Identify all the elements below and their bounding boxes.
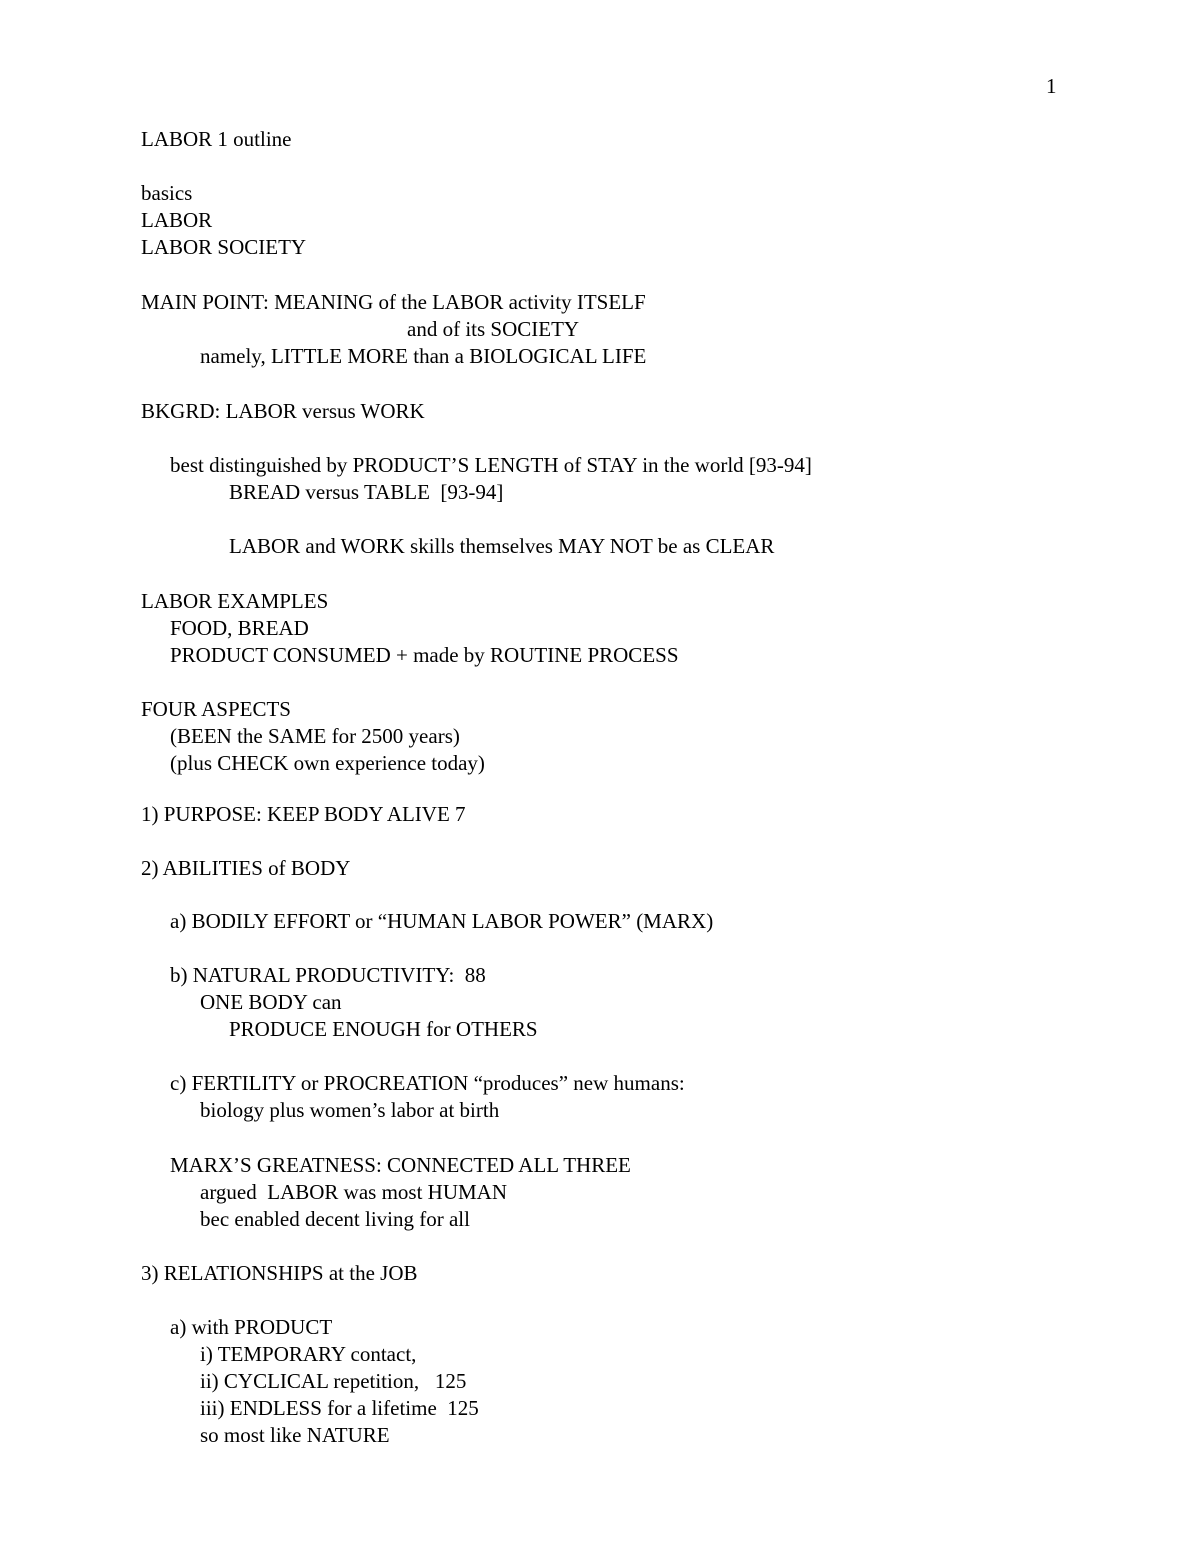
relationships-item: i) TEMPORARY contact,	[200, 1342, 417, 1366]
marx-greatness-line: argued LABOR was most HUMAN	[200, 1180, 508, 1204]
page-number: 1	[1046, 74, 1057, 98]
bkgrd-heading: BKGRD: LABOR versus WORK	[141, 399, 425, 423]
abilities-c-line: biology plus women’s labor at birth	[200, 1098, 500, 1122]
purpose-line: 1) PURPOSE: KEEP BODY ALIVE 7	[141, 802, 466, 826]
relationships-item: iii) ENDLESS for a lifetime 125	[200, 1396, 479, 1420]
relationships-item: so most like NATURE	[200, 1423, 390, 1447]
main-point-society-line: and of its SOCIETY	[407, 317, 580, 341]
abilities-b-line: PRODUCE ENOUGH for OTHERS	[229, 1017, 538, 1041]
bkgrd-line: LABOR and WORK skills themselves MAY NOT be as CLEAR	[229, 534, 775, 558]
bkgrd-line: best distinguished by PRODUCT’S LENGTH of STAY in the world [93-94]	[170, 453, 812, 477]
labor-examples-line: PRODUCT CONSUMED + made by ROUTINE PROCESS	[170, 643, 679, 667]
bkgrd-line: BREAD versus TABLE [93-94]	[229, 480, 504, 504]
four-aspects-heading: FOUR ASPECTS	[141, 697, 291, 721]
relationships-item: ii) CYCLICAL repetition, 125	[200, 1369, 467, 1393]
abilities-b-line: b) NATURAL PRODUCTIVITY: 88	[170, 963, 486, 987]
outline-title: LABOR 1 outline	[141, 127, 292, 151]
basics-line: basics	[141, 181, 193, 205]
four-aspects-line: (BEEN the SAME for 2500 years)	[170, 724, 460, 748]
marx-greatness-line: bec enabled decent living for all	[200, 1207, 470, 1231]
relationships-a-line: a) with PRODUCT	[170, 1315, 333, 1339]
abilities-b-line: ONE BODY can	[200, 990, 342, 1014]
labor-examples-line: FOOD, BREAD	[170, 616, 309, 640]
basics-labor-line: LABOR	[141, 208, 213, 232]
four-aspects-line: (plus CHECK own experience today)	[170, 751, 485, 775]
basics-society-line: LABOR SOCIETY	[141, 235, 307, 259]
relationships-heading: 3) RELATIONSHIPS at the JOB	[141, 1261, 418, 1285]
abilities-c-line: c) FERTILITY or PROCREATION “produces” new humans:	[170, 1071, 685, 1095]
labor-examples-heading: LABOR EXAMPLES	[141, 589, 329, 613]
abilities-heading: 2) ABILITIES of BODY	[141, 856, 351, 880]
main-point-line: MAIN POINT: MEANING of the LABOR activity ITSELF	[141, 290, 646, 314]
main-point-namely-line: namely, LITTLE MORE than a BIOLOGICAL LIFE	[200, 344, 647, 368]
abilities-a-line: a) BODILY EFFORT or “HUMAN LABOR POWER” (MARX)	[170, 909, 714, 933]
marx-greatness-line: MARX’S GREATNESS: CONNECTED ALL THREE	[170, 1153, 631, 1177]
